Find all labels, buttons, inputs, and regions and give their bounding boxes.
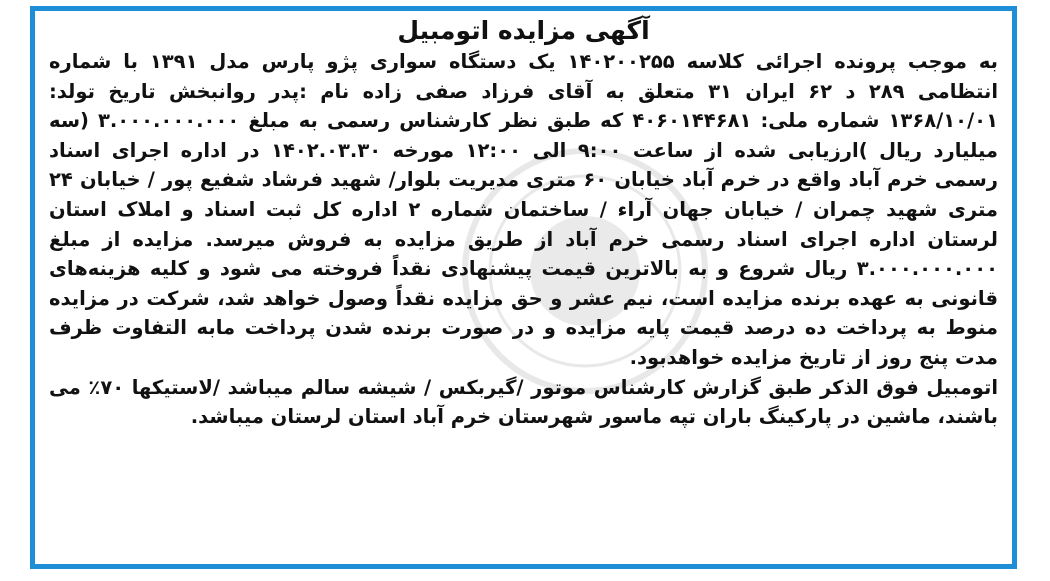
- notice-title: آگهی مزایده اتومبیل: [397, 16, 650, 45]
- notice-frame: [30, 6, 1017, 569]
- notice-content: [49, 15, 998, 432]
- notice-paragraph-vehicle-condition: اتومبیل فوق الذکر طبق گزارش کارشناس موتور /گیربکس / شیشه سالم میباشد /لاستیکها ۷۰٪ می باشند، ماشین در پارکینگ باران تپه ماسور شهرستان خرم آباد استان لرستان میباشد.: [49, 375, 999, 429]
- notice-paragraph-main: به موجب پرونده اجرائی کلاسه ۱۴۰۲۰۰۲۵۵ یک دستگاه سواری پژو پارس مدل ۱۳۹۱ با شماره انتظامی ۲۸۹ د ۶۲ ایران ۳۱ متعلق به آقای فرزاد صفی زاده نام :پدر روانبخش تاریخ تولد: ۱۳۶۸/۱۰/۰۱ شماره ملی: ۴۰۶۰۱۴۴۶۸۱ که طبق نظر کارشناس رسمی به مبلغ ۳.۰۰۰.۰۰۰.۰۰۰ (سه میلیارد ریال )ارزیابی شده از ساعت ۹:۰۰ الی ۱۲:۰۰ مورخه ۱۴۰۲.۰۳.۳۰ در اداره اجرای اسناد رسمی خرم آباد واقع در خرم آباد خیابان ۶۰ متری مدیریت بلوار/ شهید فرشاد شفیع پور / خیابان ۲۴ متری شهید چمران / خیابان جهان آراء / ساختمان شماره ۲ اداره کل ثبت اسناد و املاک استان لرستان اداره اجرای اسناد رسمی خرم آباد از طریق مزایده به فروش میرسد. مزایده از مبلغ ۳.۰۰۰.۰۰۰.۰۰۰ ریال شروع و به بالاترین قیمت پیشنهادی نقداً فروخته می شود و کلیه هزینه‌های قانونی به عهده برنده مزایده است، نیم عشر و حق مزایده نقداً وصول خواهد شد، شرکت در مزایده منوط به پرداخت ده درصد قیمت پایه مزایده و در صورت برنده شدن پرداخت مابه التفاوت ظرف مدت پنج روز از تاریخ مزایده خواهدبود.: [49, 50, 999, 369]
